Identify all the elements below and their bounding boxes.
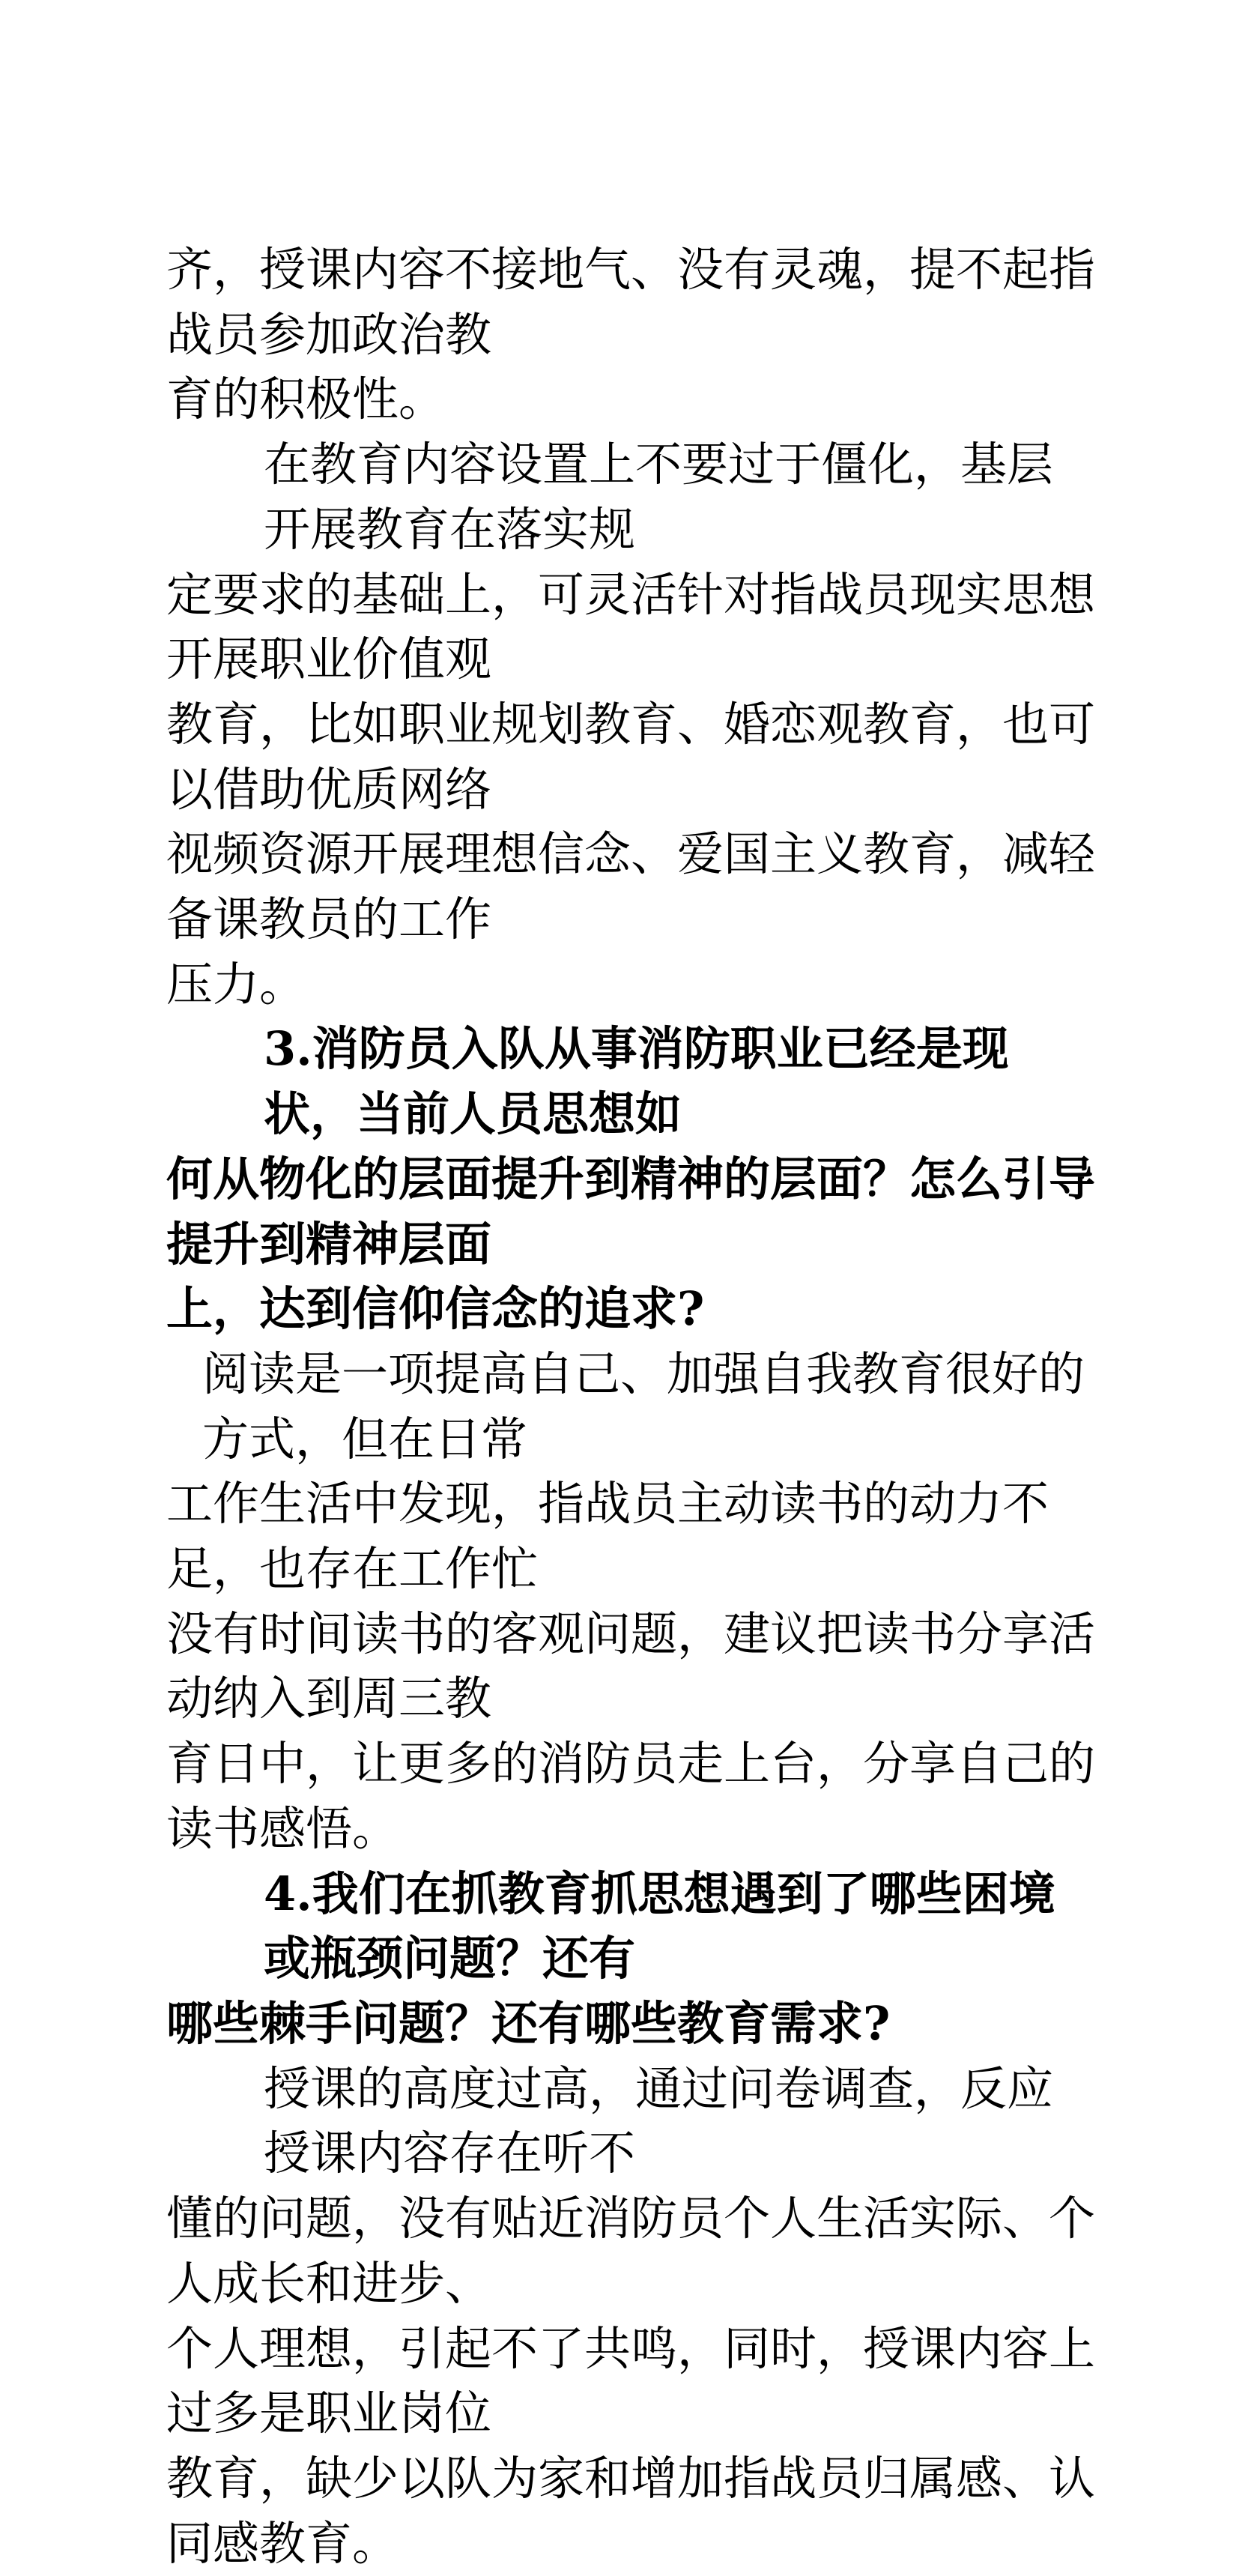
text-line: 阅读是一项提高自己、加强自我教育很好的方式，但在日常 bbox=[202, 1346, 1085, 1466]
heading-line: 哪些棘手问题？还有哪些教育需求? bbox=[166, 1995, 891, 2051]
text-line: 工作生活中发现，指战员主动读书的动力不足，也存在工作忙 bbox=[166, 1476, 1049, 1597]
text-line: 教育，缺少以队为家和增加指战员归属感、认同感教育。 bbox=[166, 2450, 1096, 2571]
paragraph-continuation bbox=[166, 238, 1095, 432]
paragraph-reading bbox=[166, 1342, 1095, 1862]
text-line: 授课的高度过高，通过问卷调查，反应授课内容存在听不 bbox=[264, 2061, 1054, 2181]
text-line: 没有时间读书的客观问题，建议把读书分享活动纳入到周三教 bbox=[166, 1606, 1096, 1726]
text-line: 懂的问题，没有贴近消防员个人生活实际、个人成长和进步、 bbox=[166, 2191, 1096, 2311]
text-line: 齐，授课内容不接地气、没有灵魂，提不起指战员参加政治教 bbox=[166, 242, 1096, 362]
text-line: 育的积极性。 bbox=[166, 372, 446, 427]
text-line: 定要求的基础上，可灵活针对指战员现实思想开展职业价值观 bbox=[166, 566, 1096, 687]
heading-line: 何从物化的层面提升到精神的层面？怎么引导提升到精神层面 bbox=[166, 1151, 1096, 1272]
paragraph-content-setting bbox=[166, 432, 1095, 1017]
text-line: 压力。 bbox=[166, 956, 306, 1012]
heading-line: 3.消防员入队从事消防职业已经是现状，当前人员思想如 bbox=[264, 1021, 1009, 1142]
question-heading-3 bbox=[166, 1017, 1095, 1342]
text-line: 个人理想，引起不了共鸣，同时，授课内容上过多是职业岗位 bbox=[166, 2320, 1096, 2441]
text-line: 教育，比如职业规划教育、婚恋观教育，也可以借助优质网络 bbox=[166, 696, 1096, 817]
question-heading-4 bbox=[166, 1862, 1095, 2057]
heading-line: 4.我们在抓教育抓思想遇到了哪些困境或瓶颈问题？还有 bbox=[264, 1866, 1055, 1986]
text-line: 视频资源开展理想信念、爱国主义教育，减轻备课教员的工作 bbox=[166, 826, 1096, 947]
text-line: 在教育内容设置上不要过于僵化，基层开展教育在落实规 bbox=[264, 437, 1054, 557]
text-line: 育日中，让更多的消防员走上台，分享自己的读书感悟。 bbox=[166, 1736, 1096, 1856]
paragraph-teaching-level bbox=[166, 2057, 1095, 2576]
heading-line: 上，达到信仰信念的追求? bbox=[166, 1281, 705, 1337]
document-page bbox=[166, 238, 1095, 2576]
